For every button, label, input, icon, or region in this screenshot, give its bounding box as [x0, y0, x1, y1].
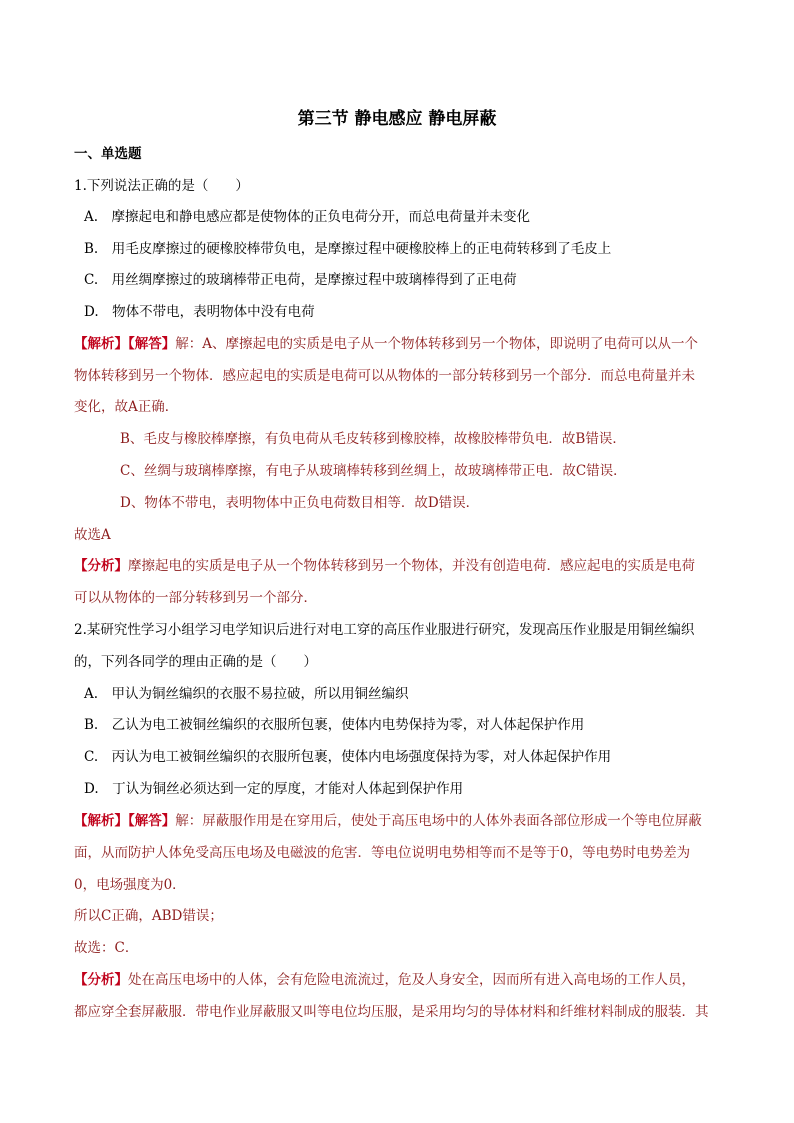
q1-analysis-line-2: 物体转移到另一个物体．感应起电的实质是电荷可以从物体的一部分转移到另一个部分．而总电荷量并未: [74, 368, 695, 384]
q1-option-b: B. 用毛皮摩擦过的硬橡胶棒带负电，是摩擦过程中硬橡胶棒上的正电荷转移到了毛皮上: [84, 241, 612, 257]
q1-option-a: A. 摩擦起电和静电感应都是使物体的正负电荷分开，而总电荷量并未变化: [84, 209, 531, 225]
q2-analysis-line-1: 【解析】【解答】解：屏蔽服作用是在穿用后，使处于高压电场中的人体外表面各部位形成一个等电位屏蔽: [74, 813, 702, 829]
q2-fenxi-line-1: 【分析】处在高压电场中的人体，会有危险电流流过，危及人身安全，因而所有进入高电场的工作人员，: [74, 972, 695, 988]
q2-option-b: B. 乙认为电工被铜丝编织的衣服所包裹，使体内电势保持为零，对人体起保护作用: [84, 717, 585, 733]
q2-option-d: D. 丁认为铜丝必须达到一定的厚度，才能对人体起到保护作用: [84, 781, 464, 797]
q1-answer: 故选A: [74, 527, 111, 543]
q1-option-d: D. 物体不带电，表明物体中没有电荷: [84, 304, 315, 320]
q1-stem: 1.下列说法正确的是（ ）: [74, 178, 249, 194]
q1-analysis-line-3: 变化，故A正确．: [74, 399, 179, 415]
q1-fenxi-tag: 【分析】: [74, 558, 128, 574]
q1-option-c: C. 用丝绸摩擦过的玻璃棒带正电荷，是摩擦过程中玻璃棒得到了正电荷: [84, 272, 517, 288]
q1-fenxi-line-1: 【分析】摩擦起电的实质是电子从一个物体转移到另一个物体，并没有创造电荷．感应起电的实质是电荷: [74, 558, 695, 574]
q2-option-c: C. 丙认为电工被铜丝编织的衣服所包裹，使体内电场强度保持为零，对人体起保护作用: [84, 749, 612, 765]
q2-fenxi-tag: 【分析】: [74, 972, 128, 988]
q2-stem-line-1: 2.某研究性学习小组学习电学知识后进行对电工穿的高压作业服进行研究，发现高压作业服是用铜丝编织: [74, 622, 695, 638]
q2-analysis-line-4: 所以C正确，ABD错误；: [74, 908, 223, 924]
q2-option-a: A. 甲认为铜丝编织的衣服不易拉破，所以用铜丝编织: [84, 686, 409, 702]
q1-analysis-line-5: C、丝绸与玻璃棒摩擦，有电子从玻璃棒转移到丝绸上，故玻璃棒带正电．故C错误．: [120, 463, 627, 479]
q1-analysis-tag: 【解析】【解答】: [74, 336, 176, 352]
q2-analysis-line-2: 面，从而防护人体免受高压电场及电磁波的危害．等电位说明电势相等而不是等于0，等电势时电势差为: [74, 845, 691, 861]
q2-answer: 故选：C．: [74, 940, 139, 956]
q1-analysis-line-1: 【解析】【解答】解：A、摩擦起电的实质是电子从一个物体转移到另一个物体，即说明了电荷可以从一个: [74, 336, 698, 352]
q2-analysis-tag: 【解析】【解答】: [74, 813, 176, 829]
q2-stem-line-2: 的，下列各同学的理由正确的是（ ）: [74, 654, 317, 670]
q1-fenxi-line-2: 可以从物体的一部分转移到另一个部分．: [74, 590, 317, 606]
q1-analysis-line-4: B、毛皮与橡胶棒摩擦，有负电荷从毛皮转移到橡胶棒，故橡胶棒带负电．故B错误．: [120, 431, 626, 447]
q2-fenxi-line-2: 都应穿全套屏蔽服．带电作业屏蔽服又叫等电位均压服，是采用均匀的导体材料和纤维材料制成的服装．其: [74, 1004, 709, 1020]
page-title: 第三节 静电感应 静电屏蔽: [297, 109, 497, 129]
q1-analysis-line-6: D、物体不带电，表明物体中正负电荷数目相等．故D错误．: [120, 495, 480, 511]
section-heading: 一、单选题: [74, 146, 142, 162]
q2-analysis-line-3: 0，电场强度为0．: [74, 877, 186, 893]
